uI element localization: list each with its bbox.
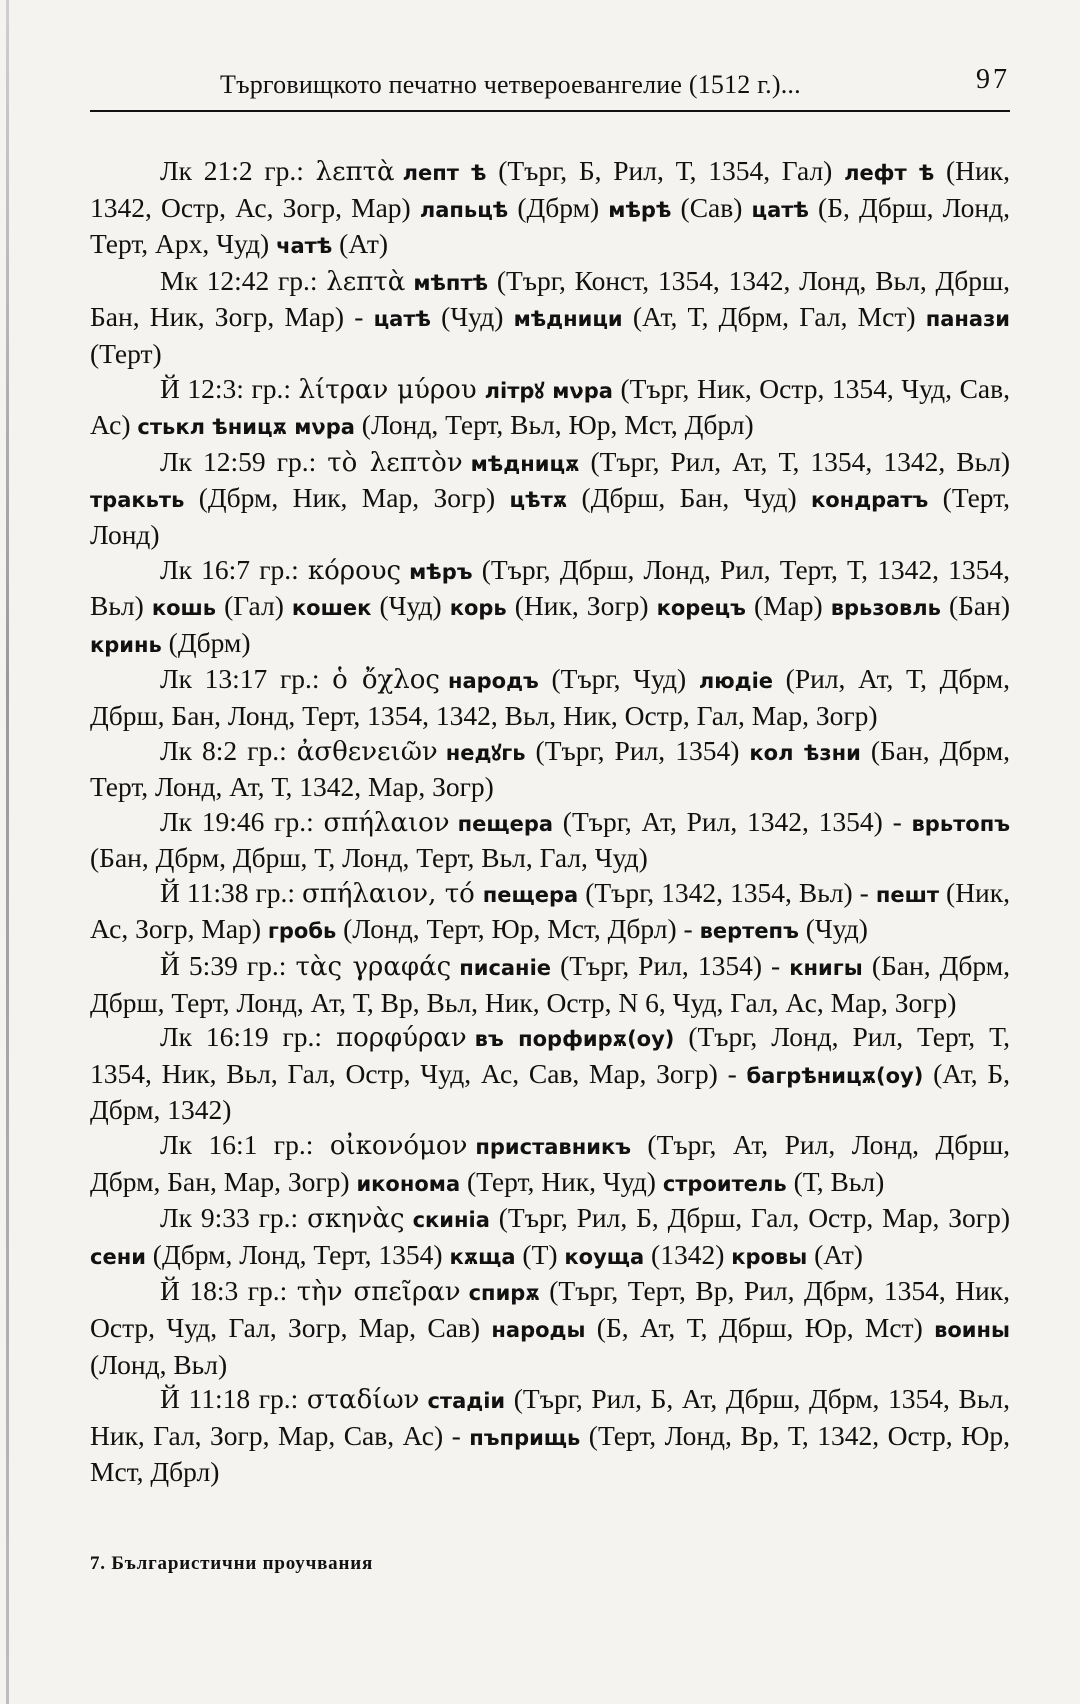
manuscript-sigla: (Т) <box>515 1238 565 1270</box>
entry-reference: Лк 16:1 гр.: <box>160 1129 330 1161</box>
slavonic-variant: цатѣ <box>373 307 431 332</box>
entry-reference: Й 5:39 гр.: <box>160 950 296 982</box>
slavonic-variant: тракьть <box>90 488 185 513</box>
manuscript-sigla: (Мар) <box>745 590 831 622</box>
slavonic-variant: мѣдници <box>513 307 623 332</box>
manuscript-sigla: (Ат) <box>332 228 388 260</box>
entry-greek-term: ἀσθενειῶν <box>296 736 438 767</box>
slavonic-variant: мѣдницѫ <box>470 451 580 476</box>
slavonic-variant: кринь <box>90 632 162 657</box>
entry-greek-term: τὴν σπεῖραν <box>296 1277 461 1308</box>
slavonic-variant: приставникъ <box>475 1135 631 1160</box>
slavonic-variant: строитель <box>662 1171 787 1196</box>
entry-greek-term: πορφύραν <box>335 1023 467 1054</box>
manuscript-sigla: (Гал) <box>216 590 292 622</box>
manuscript-sigla: (Дбрм) <box>508 191 609 223</box>
signature-mark: 7. Българистични проучвания <box>90 1553 374 1574</box>
manuscript-sigla: (1342) <box>644 1238 732 1270</box>
manuscript-sigla: (Терт, Лонд) <box>90 482 1011 550</box>
manuscript-sigla: (Търг, Ник, Остр, 1354, Чуд, Сав, Ас) <box>90 372 1010 441</box>
manuscript-sigla: (Дбрм) <box>161 626 251 658</box>
manuscript-sigla: (Търг, Ат, Рил, 1342, 1354) - <box>553 805 912 837</box>
entry-greek-term: λίτραν μύρου <box>298 374 477 405</box>
slavonic-variant: цатѣ <box>751 197 809 222</box>
entry <box>90 553 1010 663</box>
slavonic-variant: пешт <box>875 882 940 907</box>
running-title: Търговищкото печатно четвероевангелие (1512 г.)... <box>220 70 801 99</box>
manuscript-sigla: (Търг, Рил, 1354) - <box>551 950 790 982</box>
manuscript-sigla: (Сав) <box>671 191 752 223</box>
entry-reference: Лк 13:17 гр.: <box>160 663 333 695</box>
manuscript-sigla: (Ник, Ас, Зогр, Мар) <box>90 876 1011 945</box>
entry-reference: Лк 19:46 гр.: <box>160 805 324 837</box>
manuscript-sigla: (Ник, 1342, Остр, Ас, Зогр, Мар) <box>90 155 1010 223</box>
entry-greek-term: σπήλαιον <box>323 807 450 838</box>
slavonic-variant: багрѣницѫ(оу) <box>746 1063 924 1088</box>
slavonic-variant: цѣтѫ <box>509 488 568 513</box>
entry <box>90 154 1010 264</box>
slavonic-variant: панази <box>925 307 1010 332</box>
manuscript-sigla: (Търг, Лонд, Рил, Терт, Т, 1354, Ник, Вьл, Гал, Остр, Чуд, Ас, Сав, Мар, Зогр) - <box>90 1021 1011 1089</box>
entry-reference: Й 11:18 гр.: <box>160 1383 307 1415</box>
page-number: 97 <box>976 64 1010 95</box>
manuscript-sigla: (Бан) <box>940 590 1011 622</box>
slavonic-variant: народы <box>491 1318 586 1342</box>
slavonic-variant: писаніе <box>459 956 552 981</box>
manuscript-sigla: (Търг, 1342, 1354, Вьл) - <box>578 876 876 908</box>
slavonic-variant: лапьцѣ <box>419 197 509 222</box>
entry <box>90 1274 1010 1382</box>
manuscript-sigla: (Ат) <box>807 1238 863 1270</box>
entry-greek-term: κόρους <box>307 555 402 586</box>
manuscript-sigla: (Чуд) <box>798 913 868 945</box>
manuscript-sigla: (Търг, Ат, Рил, Лонд, Дбрш, Дбрм, Бан, Мар, Зогр) <box>90 1129 1010 1197</box>
slavonic-variant: кровы <box>731 1244 808 1269</box>
slavonic-variant: людіе <box>698 669 774 694</box>
manuscript-sigla: (Терт) <box>90 337 162 369</box>
entry-greek-term: σπήλαιον, τό <box>302 878 475 909</box>
manuscript-sigla: (Търг, Рил, Ат, Т, 1354, 1342, Вьл) <box>579 445 1010 477</box>
entry-greek-term: τὰς γραφάς <box>295 952 452 983</box>
slavonic-variant: мѣптѣ <box>413 270 489 295</box>
manuscript-sigla: (Търг, Терт, Вр, Рил, Дбрм, 1354, Ник, Остр, Чуд, Гал, Зогр, Мар, Сав) <box>90 1275 1011 1343</box>
manuscript-sigla: (Търг, Рил, 1354) <box>525 734 750 766</box>
entry-greek-term: σταδίων <box>306 1385 420 1416</box>
slavonic-variant: кондратъ <box>811 488 929 513</box>
slavonic-variant: лепт ѣ <box>402 161 487 185</box>
entry-reference: Лк 16:19 гр.: <box>160 1021 336 1053</box>
manuscript-sigla: (Лонд, Терт, Юр, Мст, Дбрл) - <box>336 913 700 945</box>
manuscript-sigla: (Рил, Ат, Т, Дбрм, Дбрш, Бан, Лонд, Терт, 1354, 1342, Вьл, Ник, Остр, Гал, Мар, Зогр) <box>90 663 1010 731</box>
slavonic-variant: народъ <box>447 669 539 694</box>
manuscript-sigla: (Ат, Т, Дбрм, Гал, Мст) <box>622 301 926 333</box>
manuscript-sigla: (Търг, Рил, Б, Ат, Дбрш, Дбрм, 1354, Вьл, Ник, Гал, Зогр, Мар, Сав, Ас) - <box>90 1383 1011 1451</box>
entry-reference: Лк 9:33 гр.: <box>160 1202 308 1234</box>
entry-reference: Лк 16:7 гр.: <box>160 553 308 585</box>
manuscript-sigla: (Чуд) <box>371 590 450 622</box>
entry <box>90 445 1010 553</box>
manuscript-sigla: (Лонд, Вьл) <box>90 1348 228 1380</box>
page-spine-edge <box>6 0 9 1704</box>
slavonic-variant: книгы <box>789 956 863 981</box>
entry-reference: Лк 8:2 гр.: <box>160 734 297 766</box>
slavonic-variant: вертепъ <box>699 919 799 944</box>
slavonic-variant: врьтопъ <box>911 811 1010 836</box>
slavonic-variant: пещера <box>457 811 554 836</box>
entry-reference: Й 18:3 гр.: <box>160 1275 297 1307</box>
manuscript-sigla: (Дбрм, Ник, Мар, Зогр) <box>184 482 510 514</box>
entry-greek-term: οἰκονόμον <box>329 1131 468 1162</box>
manuscript-sigla: (Бан, Дбрм, Дбрш, Терт, Лонд, Ат, Т, Вр, Вьл, Ник, Остр, N 6, Чуд, Гал, Ас, Мар, Зогр) <box>90 950 1011 1018</box>
entry-reference: Мк 12:42 гр.: <box>160 264 327 296</box>
manuscript-sigla: (Терт, Лонд, Вр, Т, 1342, Остр, Юр, Мст, Дбрл) <box>90 1419 1011 1488</box>
slavonic-variant: воины <box>934 1318 1010 1342</box>
manuscript-sigla: (Бан, Дбрм, Дбрш, Т, Лонд, Терт, Вьл, Гал, Чуд) <box>90 842 648 874</box>
manuscript-sigla: (Т, Вьл) <box>786 1165 885 1197</box>
slavonic-variant: пещера <box>482 882 579 907</box>
slavonic-variant: сени <box>90 1244 146 1269</box>
slavonic-variant: пъприщь <box>469 1425 581 1450</box>
manuscript-sigla: (Чуд) <box>430 301 514 333</box>
manuscript-sigla: (Търг, Б, Рил, Т, 1354, Гал) <box>486 155 845 186</box>
manuscript-sigla: (Ат, Б, Дбрм, 1342) <box>90 1057 1011 1126</box>
manuscript-sigla: (Бан, Дбрм, Терт, Лонд, Ат, Т, 1342, Мар, Зогр) <box>90 734 1011 803</box>
entry <box>90 876 1010 949</box>
slavonic-variant: стадіи <box>427 1389 506 1414</box>
slavonic-variant: скиніа <box>412 1208 490 1233</box>
slavonic-variant: въ порфирѫ(оу) <box>474 1027 675 1052</box>
entry-greek-term: ὁ ὄχλος <box>332 665 440 696</box>
slavonic-variant: коуща <box>564 1244 645 1269</box>
slavonic-variant: кол ѣзни <box>749 740 861 765</box>
slavonic-variant: недꙋгь <box>445 740 526 765</box>
slavonic-variant: кошек <box>291 596 372 621</box>
manuscript-sigla: (Б, Дбрш, Лонд, Терт, Арх, Чуд) <box>90 191 1010 260</box>
entry <box>90 662 1010 733</box>
manuscript-sigla: (Б, Ат, Т, Дбрш, Юр, Мст) <box>585 1312 935 1343</box>
entry <box>90 1382 1010 1490</box>
slavonic-variant: иконома <box>356 1171 461 1196</box>
slavonic-variant: чатѣ <box>276 234 333 259</box>
slavonic-variant: корецъ <box>656 596 746 621</box>
slavonic-variant: спирѫ <box>468 1281 540 1306</box>
entry <box>90 734 1010 805</box>
entry <box>90 1020 1010 1128</box>
lexical-entries <box>90 154 1010 1490</box>
entry <box>90 949 1010 1020</box>
manuscript-sigla: (Търг, Дбрш, Лонд, Рил, Терт, Т, 1342, 1354, Вьл) <box>90 553 1010 622</box>
entry-greek-term: τὸ λεπτὸν <box>327 447 463 478</box>
slavonic-variant: літрꙋ мνра <box>484 378 613 403</box>
slavonic-variant: кошь <box>151 596 217 621</box>
slavonic-variant: мѣрѣ <box>608 197 672 222</box>
manuscript-sigla: (Търг, Конст, 1354, 1342, Лонд, Вьл, Дбрш, Бан, Ник, Зогр, Мар) - <box>90 264 1011 333</box>
slavonic-variant: мѣръ <box>409 559 473 584</box>
manuscript-sigla: (Търг, Чуд) <box>538 663 699 695</box>
slavonic-variant: лефт ѣ <box>844 161 935 185</box>
slavonic-variant: кѫща <box>449 1244 516 1269</box>
book-page <box>90 60 1010 1490</box>
entry <box>90 1128 1010 1201</box>
slavonic-variant: стькл ѣницѫ мνра <box>137 415 355 440</box>
entry <box>90 264 1010 372</box>
entry-reference: Й 12:3: гр.: <box>160 372 299 404</box>
entry-greek-term: λεπτὰ <box>315 157 395 187</box>
manuscript-sigla: (Дбрм, Лонд, Терт, 1354) <box>145 1238 450 1270</box>
entry-reference: Й 11:38 гр.: <box>160 876 302 908</box>
slavonic-variant: гробь <box>267 919 337 944</box>
manuscript-sigla: (Дбрш, Бан, Чуд) <box>567 482 811 514</box>
entry <box>90 372 1010 445</box>
entry-greek-term: λεπτὰ <box>326 266 406 297</box>
entry <box>90 805 1010 876</box>
entry <box>90 1201 1010 1274</box>
manuscript-sigla: (Търг, Рил, Б, Дбрш, Гал, Остр, Мар, Зогр) <box>489 1202 1010 1234</box>
entry-greek-term: σκηνὰς <box>307 1204 405 1235</box>
manuscript-sigla: (Ник, Зогр) <box>506 590 657 622</box>
slavonic-variant: корь <box>449 596 507 621</box>
entry-reference: Лк 12:59 гр.: <box>160 445 328 477</box>
entry-reference: Лк 21:2 гр.: <box>160 155 316 186</box>
slavonic-variant: врьзовль <box>830 596 941 621</box>
manuscript-sigla: (Терт, Ник, Чуд) <box>460 1165 663 1197</box>
running-head <box>90 60 1010 112</box>
manuscript-sigla: (Лонд, Терт, Вьл, Юр, Мст, Дбрл) <box>354 409 754 441</box>
